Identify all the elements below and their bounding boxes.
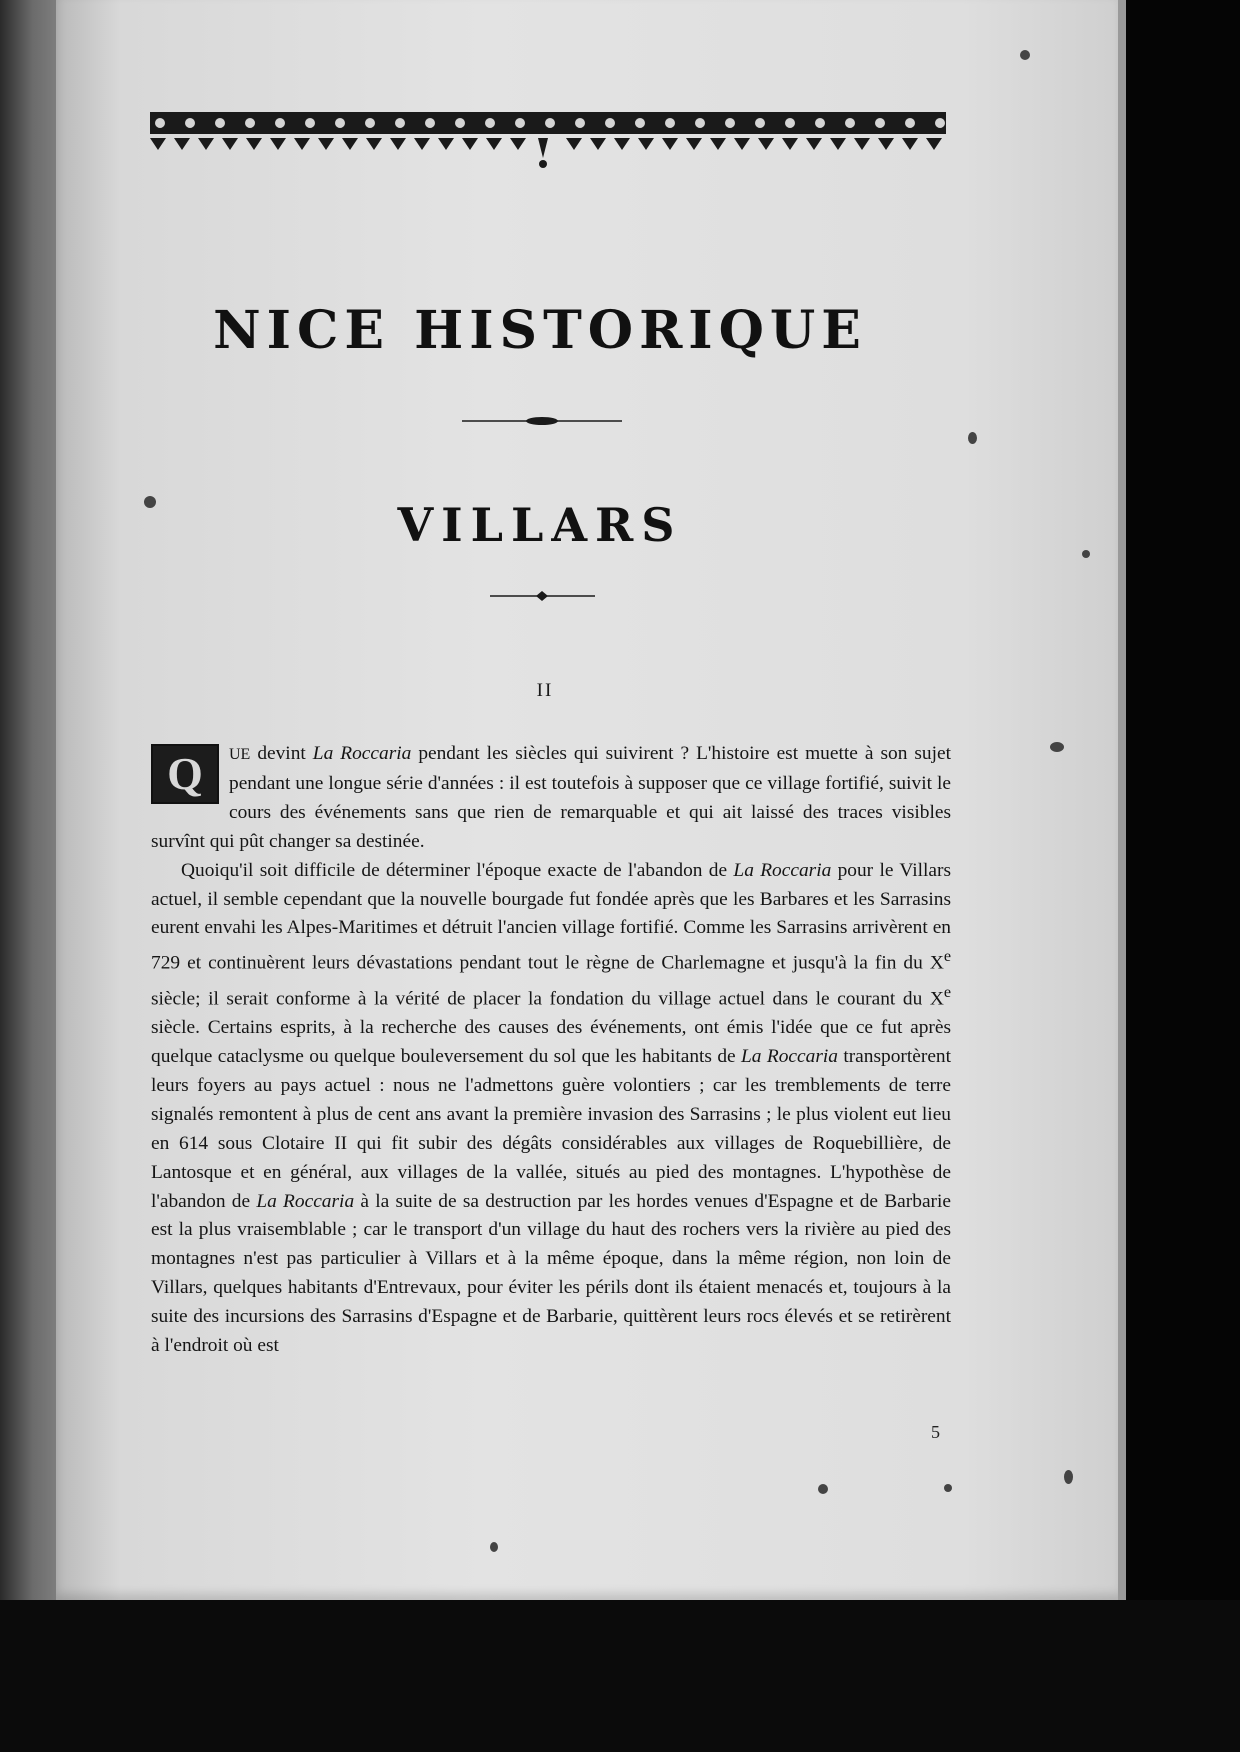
dropcap-letter: Q [167, 748, 203, 799]
dust-speck [490, 1542, 498, 1552]
dropcap-initial [151, 744, 219, 804]
italic-name: La Roccaria [733, 859, 832, 881]
dust-speck [144, 496, 156, 508]
italic-name: La Roccaria [256, 1190, 355, 1212]
dust-speck [968, 432, 977, 444]
dust-speck [1082, 550, 1090, 558]
dust-speck [1050, 742, 1064, 752]
superscript: e [943, 948, 951, 966]
text-run: pendant les siècles qui suivirent ? L'histoire est muette à son sujet pendant une longue série d'années : il est toutefois à supposer que ce village fortifié, suivit le cours des événements sans que rien de remarquable et qui ait laissé des traces visibles survînt qui pût changer sa destinée. [151, 743, 951, 852]
dust-speck [818, 1484, 828, 1494]
page-title: NICE HISTORIQUE [213, 300, 867, 361]
section-heading: VILLARS [397, 498, 683, 552]
italic-name: La Roccaria [741, 1046, 838, 1067]
ornament-band-icon [150, 108, 946, 178]
text-run: devint [250, 743, 313, 764]
body-text [151, 740, 951, 1361]
paragraph [151, 740, 951, 857]
dust-speck [1020, 50, 1030, 60]
smallcaps-word: UE [229, 746, 251, 763]
text-run: pour le Villars actuel, il semble cependant que la nouvelle bourgade fut fondée après que les Barbares et les Sarrasins eurent envahi les Alpes-Maritimes et détruit l'ancien village fortifié. Comme les Sarrasins arrivèrent en 729 et continuèrent leurs dévastations pendant tout le règne de Charlemagne et jusqu'à la fin du X [151, 859, 952, 974]
subtitle-rule-ornament-icon [490, 590, 595, 602]
page-right-edge [1118, 0, 1126, 1600]
text-run: siècle; il serait conforme à la vérité de placer la fondation du village actuel dans le courant du X [151, 988, 944, 1010]
italic-name: La Roccaria [312, 743, 412, 764]
page-number: 5 [931, 1422, 940, 1442]
scan-background [0, 1600, 1240, 1752]
dust-speck [1064, 1470, 1073, 1484]
text-run: à la suite de sa destruction par les hordes venues d'Espagne et de Barbarie est la plus vraisemblable ; car le transport d'un village du haut des rochers vers la rivière au pied des montagnes n'est pas particulier à Villars et à la même époque, dans la même région, non loin de Villars, quelques habitants d'Entrevaux, pour éviter les périls dont ils étaient menacés et, toujours à la suite des incursions des Sarrasins d'Espagne et de Barbarie, quittèrent leurs rocs élevés et se retirèrent à l'endroit où est [151, 1190, 952, 1357]
section-number: II [536, 680, 554, 701]
title-rule-ornament-icon [462, 414, 622, 428]
superscript: e [943, 983, 951, 1001]
paragraph [151, 857, 951, 1361]
text-run: transportèrent leurs foyers au pays actuel : nous ne l'admettons guère volontiers ; car les tremblements de terre signalés remontent à plus de cent ans avant la première invasion des Sarrasins ; le plus violent eut lieu en 614 sous Clotaire II qui fit subir des dégâts considérables aux villages de Roquebillière, de Lantosque et en général, aux villages de la vallée, situés au pied des montagnes. L'hypothèse de l'abandon de [151, 1046, 952, 1212]
text-run: Quoiqu'il soit difficile de déterminer l'époque exacte de l'abandon de [181, 859, 734, 881]
text-run: siècle. Certains esprits, à la recherche des causes des événements, ont émis l'idée que ce fut après quelque cataclysme ou quelque bouleversement du sol que les habitants de [151, 1017, 951, 1067]
dust-speck [944, 1484, 952, 1492]
